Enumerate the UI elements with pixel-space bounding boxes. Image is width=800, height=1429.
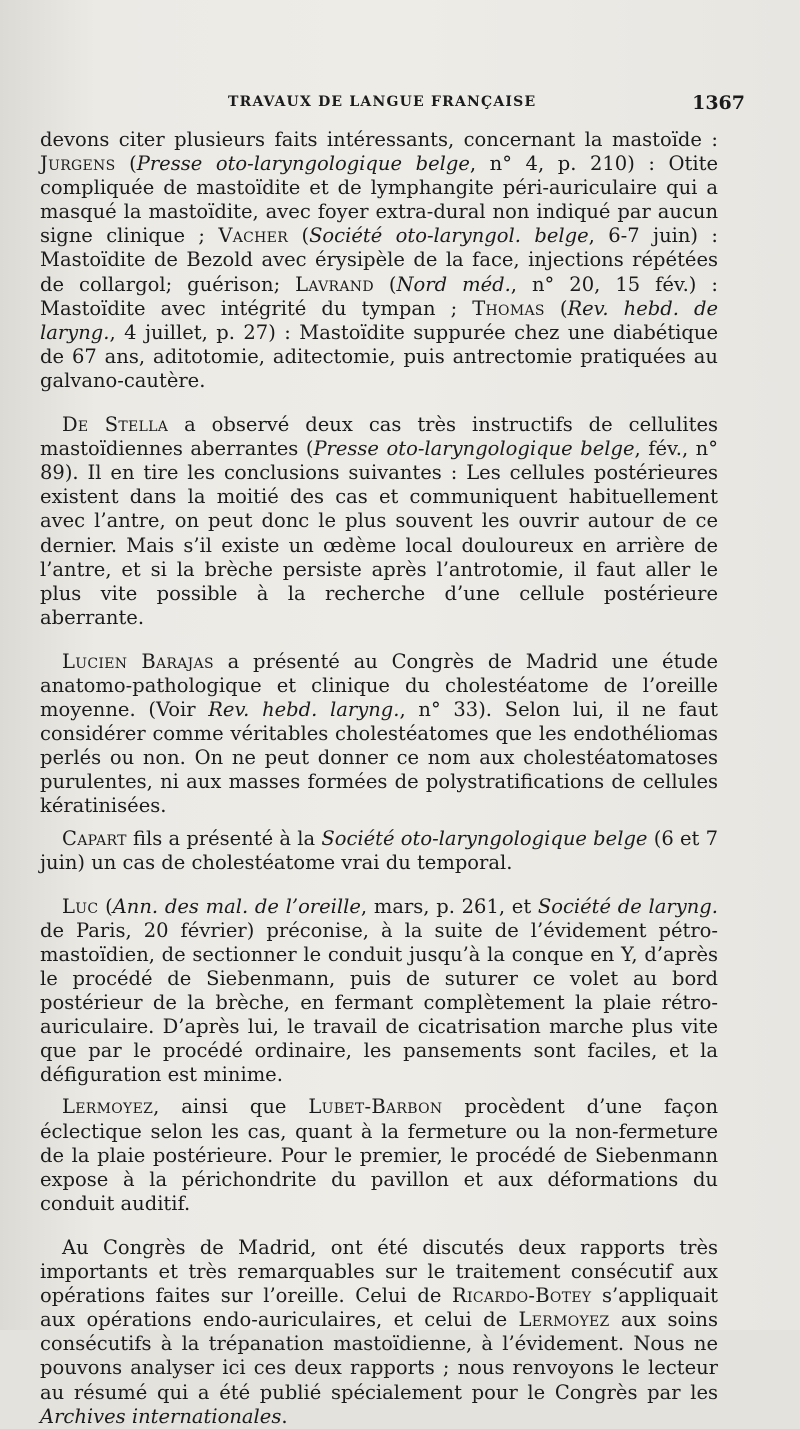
page-number: 1367 xyxy=(692,92,745,114)
journal-citation: Société oto-laryngologique belge xyxy=(321,826,648,850)
text-run: . xyxy=(281,1404,288,1428)
author-name: De Stella xyxy=(62,413,169,437)
journal-citation: Ann. des mal. de l’oreille xyxy=(112,894,361,918)
paragraph-luc xyxy=(40,895,718,1088)
text-run: a observé deux cas très instructifs de cellulites mastoïdiennes aberrantes ( xyxy=(40,413,719,461)
author-name: Lubet-Barbon xyxy=(308,1095,443,1119)
author-name: Lermoyez xyxy=(62,1095,154,1119)
journal-citation: Rev. hebd. de laryng. xyxy=(40,296,718,344)
text-run: , mars, p. 261, et xyxy=(360,894,538,918)
running-title: TRAVAUX DE LANGUE FRANÇAISE xyxy=(228,94,537,110)
page-header xyxy=(0,92,800,118)
text-run: ( xyxy=(373,272,397,296)
text-run: devons citer plusieurs faits intéressants, concernant la mastoïde : xyxy=(40,128,718,151)
author-name: Capart xyxy=(62,826,127,850)
paragraph-de-stella xyxy=(40,413,718,630)
text-run: , 6-7 juin) : Mastoïdite de Bezold avec érysipèle de la face, injections répétées de collargol; guérison; xyxy=(40,224,719,296)
text-run: , 4 juillet, p. 27) : Mastoïdite suppurée chez une diabétique de 67 ans, aditotomie, aditectomie, puis antrectomie pratiquées au galvano-cautère. xyxy=(40,320,718,392)
journal-citation: Presse oto-laryngologique belge xyxy=(136,152,470,176)
text-run: , n° 20, 15 fév.) : Mastoïdite avec intégrité du tympan ; xyxy=(40,272,718,320)
author-name: Lermoyez xyxy=(518,1308,610,1332)
author-name: Ricardo-Botey xyxy=(452,1284,592,1308)
text-run: Au Congrès de Madrid, ont été discutés deux rapports très importants et très remarquables sur le traitement consécutif aux opérations faites sur l’oreille. Celui de xyxy=(40,1235,718,1308)
text-run: ( xyxy=(544,296,568,320)
text-run: , fév., n° 89). Il en tire les conclusions suivantes : Les cellules postérieures existent dans la moitié des cas et communiquent habituellement avec l’antre, on peut donc le plus souvent les ouvrir autour de ce dernier. Mais s’il existe un œdème local douloureux en arrière de l’antre, et si la brèche persiste après l’antrotomie, il faut aller le plus vite possible à la recherche d’une cellule postérieure aberrante. xyxy=(40,437,718,629)
journal-citation: Rev. hebd. laryng. xyxy=(208,698,400,722)
text-body xyxy=(40,128,718,1429)
text-run: , ainsi que xyxy=(153,1095,309,1119)
paragraph-lermoyez xyxy=(40,1095,718,1215)
text-run: , n° 33). Selon lui, il ne faut considérer comme véritables cholestéatomes que les endothéliomas perlés ou non. On ne peut donner ce nom aux cholestéatomatoses purulentes, ni aux masses formées de polystratifications de cellules kératinisées. xyxy=(40,698,718,818)
paragraph-capart xyxy=(40,827,718,875)
journal-citation: Presse oto-laryngologique belge xyxy=(313,437,635,461)
journal-citation: Archives internationales xyxy=(40,1404,282,1428)
journal-citation: Société oto-laryngol. belge xyxy=(309,224,589,248)
text-run: ( xyxy=(115,152,137,176)
author-name: Luc xyxy=(62,894,99,918)
text-run: aux soins consécutifs à la trépanation mastoïdienne, à l’évidement. Nous ne pouvons analyser ici ces deux rapports ; nous renvoyons le lecteur au résumé qui a été publié spécialement pour le Congrès par les xyxy=(40,1308,718,1404)
author-name: Jurgens xyxy=(40,152,116,176)
text-run: , n° 4, p. 210) : Otite compliquée de mastoïdite et de lymphangite péri-auriculaire qui a masqué la mastoïdite, avec foyer extra-dural non indiqué par aucun signe clinique ; xyxy=(40,152,718,248)
paragraph-barajas xyxy=(40,650,718,819)
author-name: Thomas xyxy=(472,296,545,320)
text-run: ( xyxy=(288,224,310,248)
text-run: fils a présenté à la xyxy=(126,826,322,850)
text-run: a présenté au Congrès de Madrid une étude anatomo-pathologique et clinique du cholestéatome de l’oreille moyenne. (Voir xyxy=(40,649,718,722)
text-run: s’appliquait aux opérations endo-auriculaires, et celui de xyxy=(40,1284,718,1332)
text-run: de Paris, 20 février) préconise, à la suite de l’évidement pétro-mastoïdien, de sectionner le conduit jusqu’à la conque en Y, d’après le procédé de Siebenmann, puis de suturer ce volet au bord postérieur de la brèche, en fermant complètement la plaie rétro-auriculaire. D’après lui, le travail de cicatrisation marche plus vite que par le procédé ordinaire, les pansements sont faciles, et la défiguration est minime. xyxy=(40,918,718,1087)
paragraph-mastoid-cases xyxy=(40,128,718,393)
text-run: ( xyxy=(98,894,113,918)
text-run: procèdent d’une façon éclectique selon les cas, quant à la fermeture ou la non-fermeture de la plaie postérieure. Pour le premier, le procédé de Siebenmann expose à la périchondrite du pavillon et aux déformations du conduit auditif. xyxy=(40,1095,719,1215)
author-name: Lavrand xyxy=(295,272,374,296)
journal-citation: Nord méd. xyxy=(396,272,511,296)
author-name: Vacher xyxy=(218,224,289,248)
journal-citation: Société de laryng. xyxy=(537,894,718,918)
paragraph-congres-madrid xyxy=(40,1236,718,1429)
author-name: Lucien Barajas xyxy=(62,649,214,673)
text-run: (6 et 7 juin) un cas de cholestéatome vrai du temporal. xyxy=(40,826,718,874)
